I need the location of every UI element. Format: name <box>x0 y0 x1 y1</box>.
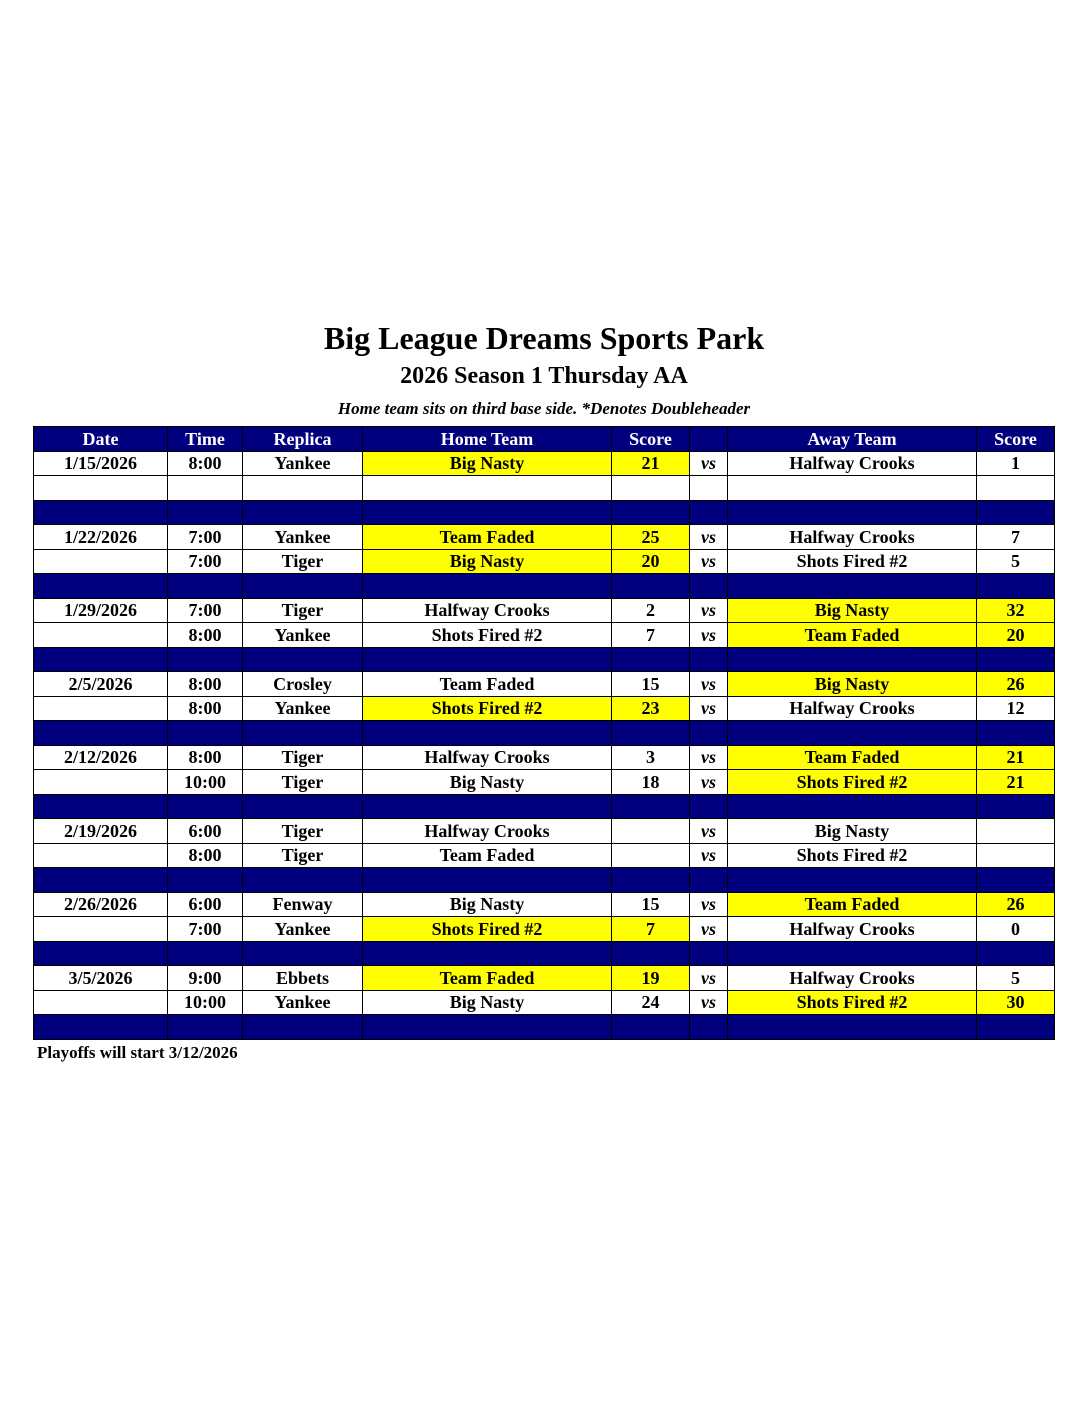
week-separator-row <box>34 941 1055 966</box>
away-team-cell: Shots Fired #2 <box>728 770 977 795</box>
home-team-cell: Team Faded <box>363 966 612 991</box>
game-row <box>34 770 1055 795</box>
away-score-cell: 7 <box>977 525 1055 550</box>
date-cell <box>34 794 168 819</box>
home-team-cell <box>363 941 612 966</box>
vs-cell <box>690 721 728 746</box>
week-separator-row <box>34 574 1055 599</box>
replica-field-cell <box>243 1015 363 1040</box>
away-score-cell: 5 <box>977 549 1055 574</box>
away-team-cell <box>728 500 977 525</box>
time-cell <box>168 721 243 746</box>
date-cell: 1/15/2026 <box>34 451 168 476</box>
home-score-cell <box>612 476 690 501</box>
vs-cell <box>690 1015 728 1040</box>
away-score-cell: 1 <box>977 451 1055 476</box>
game-row <box>34 672 1055 697</box>
vs-cell <box>690 794 728 819</box>
away-score-cell <box>977 794 1055 819</box>
replica-field-cell <box>243 941 363 966</box>
date-cell <box>34 696 168 721</box>
week-separator-row <box>34 721 1055 746</box>
date-cell <box>34 549 168 574</box>
away-score-cell <box>977 574 1055 599</box>
vs-cell: vs <box>690 917 728 942</box>
home-score-cell <box>612 819 690 844</box>
vs-cell <box>690 647 728 672</box>
replica-field-cell: Yankee <box>243 451 363 476</box>
replica-field-cell: Tiger <box>243 745 363 770</box>
game-row <box>34 549 1055 574</box>
replica-field-cell: Tiger <box>243 598 363 623</box>
away-team-cell: Halfway Crooks <box>728 917 977 942</box>
time-cell: 8:00 <box>168 745 243 770</box>
game-row <box>34 598 1055 623</box>
time-cell <box>168 647 243 672</box>
replica-field-cell <box>243 721 363 746</box>
table-header-row <box>34 427 1055 452</box>
home-score-cell: 15 <box>612 672 690 697</box>
home-team-cell <box>363 794 612 819</box>
away-score-cell: 26 <box>977 892 1055 917</box>
home-team-cell: Team Faded <box>363 672 612 697</box>
week-separator-row <box>34 868 1055 893</box>
game-row <box>34 745 1055 770</box>
date-cell: 1/29/2026 <box>34 598 168 623</box>
vs-cell: vs <box>690 819 728 844</box>
time-cell <box>168 1015 243 1040</box>
home-score-cell: 20 <box>612 549 690 574</box>
week-separator-row <box>34 647 1055 672</box>
time-cell <box>168 574 243 599</box>
game-row <box>34 525 1055 550</box>
home-team-cell: Halfway Crooks <box>363 598 612 623</box>
home-team-cell: Shots Fired #2 <box>363 696 612 721</box>
away-team-cell: Shots Fired #2 <box>728 843 977 868</box>
home-team-cell <box>363 476 612 501</box>
date-cell <box>34 941 168 966</box>
replica-field-cell: Tiger <box>243 770 363 795</box>
vs-cell <box>690 941 728 966</box>
away-score-cell <box>977 941 1055 966</box>
home-team-cell: Big Nasty <box>363 770 612 795</box>
week-separator-row <box>34 1015 1055 1040</box>
time-cell: 6:00 <box>168 892 243 917</box>
home-team-cell <box>363 647 612 672</box>
time-cell <box>168 500 243 525</box>
away-score-cell: 12 <box>977 696 1055 721</box>
replica-field-cell: Ebbets <box>243 966 363 991</box>
time-cell: 8:00 <box>168 672 243 697</box>
column-header-vs <box>690 427 728 452</box>
away-team-cell <box>728 1015 977 1040</box>
vs-cell <box>690 500 728 525</box>
date-cell <box>34 647 168 672</box>
away-team-cell: Halfway Crooks <box>728 966 977 991</box>
season-subtitle: 2026 Season 1 Thursday AA <box>400 363 688 389</box>
time-cell: 7:00 <box>168 549 243 574</box>
home-score-cell: 3 <box>612 745 690 770</box>
away-team-cell: Team Faded <box>728 623 977 648</box>
time-cell <box>168 794 243 819</box>
away-team-cell <box>728 868 977 893</box>
home-score-cell: 7 <box>612 917 690 942</box>
date-cell: 2/5/2026 <box>34 672 168 697</box>
column-header-time: Time <box>168 427 243 452</box>
away-team-cell: Team Faded <box>728 892 977 917</box>
home-team-cell: Halfway Crooks <box>363 745 612 770</box>
home-score-cell <box>612 1015 690 1040</box>
page-title: Big League Dreams Sports Park <box>323 320 765 356</box>
date-cell <box>34 721 168 746</box>
away-team-cell <box>728 721 977 746</box>
date-cell: 2/12/2026 <box>34 745 168 770</box>
time-cell <box>168 868 243 893</box>
column-header-away-score: Score <box>977 427 1055 452</box>
time-cell: 7:00 <box>168 917 243 942</box>
time-cell: 7:00 <box>168 525 243 550</box>
date-cell <box>34 1015 168 1040</box>
home-score-cell: 18 <box>612 770 690 795</box>
away-team-cell: Big Nasty <box>728 819 977 844</box>
vs-cell: vs <box>690 966 728 991</box>
date-cell <box>34 843 168 868</box>
game-row <box>34 819 1055 844</box>
schedule-body <box>34 451 1055 1039</box>
home-score-cell <box>612 843 690 868</box>
home-score-cell <box>612 500 690 525</box>
home-team-cell <box>363 500 612 525</box>
away-score-cell <box>977 1015 1055 1040</box>
home-score-cell <box>612 794 690 819</box>
date-cell <box>34 990 168 1015</box>
replica-field-cell: Yankee <box>243 917 363 942</box>
schedule-table <box>33 426 1055 1040</box>
away-team-cell <box>728 476 977 501</box>
replica-field-cell: Yankee <box>243 696 363 721</box>
away-team-cell: Shots Fired #2 <box>728 549 977 574</box>
time-cell: 8:00 <box>168 843 243 868</box>
home-score-cell <box>612 647 690 672</box>
home-score-cell: 7 <box>612 623 690 648</box>
vs-cell: vs <box>690 770 728 795</box>
replica-field-cell: Yankee <box>243 525 363 550</box>
away-score-cell <box>977 476 1055 501</box>
vs-cell: vs <box>690 672 728 697</box>
home-team-cell <box>363 1015 612 1040</box>
home-team-cell: Big Nasty <box>363 892 612 917</box>
away-score-cell: 30 <box>977 990 1055 1015</box>
date-cell <box>34 500 168 525</box>
date-cell <box>34 917 168 942</box>
away-team-cell <box>728 941 977 966</box>
home-score-cell <box>612 721 690 746</box>
replica-field-cell: Tiger <box>243 819 363 844</box>
vs-cell: vs <box>690 745 728 770</box>
date-cell: 3/5/2026 <box>34 966 168 991</box>
away-score-cell: 0 <box>977 917 1055 942</box>
replica-field-cell: Fenway <box>243 892 363 917</box>
vs-cell: vs <box>690 525 728 550</box>
home-team-cell: Shots Fired #2 <box>363 623 612 648</box>
away-team-cell <box>728 794 977 819</box>
playoffs-note: Playoffs will start 3/12/2026 <box>37 1043 238 1062</box>
date-cell <box>34 574 168 599</box>
home-team-cell: Big Nasty <box>363 549 612 574</box>
away-score-cell: 32 <box>977 598 1055 623</box>
home-team-cell: Shots Fired #2 <box>363 917 612 942</box>
away-score-cell <box>977 647 1055 672</box>
away-score-cell <box>977 819 1055 844</box>
home-team-cell: Big Nasty <box>363 990 612 1015</box>
vs-cell <box>690 868 728 893</box>
column-header-away-team: Away Team <box>728 427 977 452</box>
time-cell: 9:00 <box>168 966 243 991</box>
date-cell: 2/19/2026 <box>34 819 168 844</box>
away-team-cell <box>728 574 977 599</box>
home-score-cell <box>612 868 690 893</box>
vs-cell: vs <box>690 451 728 476</box>
vs-cell: vs <box>690 623 728 648</box>
away-score-cell <box>977 868 1055 893</box>
replica-field-cell <box>243 868 363 893</box>
away-score-cell <box>977 500 1055 525</box>
away-team-cell: Big Nasty <box>728 672 977 697</box>
vs-cell: vs <box>690 843 728 868</box>
away-score-cell <box>977 721 1055 746</box>
time-cell <box>168 941 243 966</box>
game-row <box>34 843 1055 868</box>
time-cell <box>168 476 243 501</box>
date-cell <box>34 868 168 893</box>
empty-row <box>34 476 1055 501</box>
home-team-cell <box>363 574 612 599</box>
time-cell: 6:00 <box>168 819 243 844</box>
vs-cell: vs <box>690 696 728 721</box>
column-header-replica: Replica <box>243 427 363 452</box>
replica-field-cell <box>243 647 363 672</box>
replica-field-cell: Tiger <box>243 843 363 868</box>
week-separator-row <box>34 794 1055 819</box>
away-score-cell: 5 <box>977 966 1055 991</box>
column-header-home-score: Score <box>612 427 690 452</box>
home-team-cell: Big Nasty <box>363 451 612 476</box>
away-score-cell: 20 <box>977 623 1055 648</box>
doubleheader-note: Home team sits on third base side. *Denotes Doubleheader <box>337 399 751 418</box>
replica-field-cell <box>243 794 363 819</box>
home-score-cell: 23 <box>612 696 690 721</box>
date-cell <box>34 770 168 795</box>
away-score-cell: 26 <box>977 672 1055 697</box>
replica-field-cell <box>243 574 363 599</box>
time-cell: 10:00 <box>168 990 243 1015</box>
date-cell: 1/22/2026 <box>34 525 168 550</box>
home-score-cell: 2 <box>612 598 690 623</box>
home-team-cell <box>363 721 612 746</box>
home-team-cell: Halfway Crooks <box>363 819 612 844</box>
column-header-home-team: Home Team <box>363 427 612 452</box>
date-cell: 2/26/2026 <box>34 892 168 917</box>
vs-cell: vs <box>690 598 728 623</box>
home-score-cell <box>612 941 690 966</box>
home-score-cell: 15 <box>612 892 690 917</box>
time-cell: 8:00 <box>168 623 243 648</box>
away-team-cell: Halfway Crooks <box>728 451 977 476</box>
vs-cell: vs <box>690 990 728 1015</box>
time-cell: 8:00 <box>168 451 243 476</box>
away-team-cell: Big Nasty <box>728 598 977 623</box>
home-team-cell <box>363 868 612 893</box>
replica-field-cell: Yankee <box>243 623 363 648</box>
vs-cell: vs <box>690 892 728 917</box>
date-cell <box>34 476 168 501</box>
game-row <box>34 696 1055 721</box>
home-score-cell: 21 <box>612 451 690 476</box>
away-team-cell <box>728 647 977 672</box>
vs-cell <box>690 476 728 501</box>
vs-cell: vs <box>690 549 728 574</box>
replica-field-cell: Crosley <box>243 672 363 697</box>
home-score-cell <box>612 574 690 599</box>
game-row <box>34 966 1055 991</box>
game-row <box>34 451 1055 476</box>
replica-field-cell: Yankee <box>243 990 363 1015</box>
game-row <box>34 892 1055 917</box>
time-cell: 10:00 <box>168 770 243 795</box>
away-score-cell: 21 <box>977 745 1055 770</box>
away-team-cell: Shots Fired #2 <box>728 990 977 1015</box>
home-team-cell: Team Faded <box>363 843 612 868</box>
replica-field-cell <box>243 500 363 525</box>
home-score-cell: 24 <box>612 990 690 1015</box>
game-row <box>34 917 1055 942</box>
date-cell <box>34 623 168 648</box>
time-cell: 7:00 <box>168 598 243 623</box>
time-cell: 8:00 <box>168 696 243 721</box>
away-team-cell: Team Faded <box>728 745 977 770</box>
replica-field-cell: Tiger <box>243 549 363 574</box>
away-team-cell: Halfway Crooks <box>728 696 977 721</box>
home-score-cell: 19 <box>612 966 690 991</box>
vs-cell <box>690 574 728 599</box>
column-header-date: Date <box>34 427 168 452</box>
away-score-cell <box>977 843 1055 868</box>
game-row <box>34 623 1055 648</box>
game-row <box>34 990 1055 1015</box>
home-score-cell: 25 <box>612 525 690 550</box>
replica-field-cell <box>243 476 363 501</box>
week-separator-row <box>34 500 1055 525</box>
home-team-cell: Team Faded <box>363 525 612 550</box>
away-score-cell: 21 <box>977 770 1055 795</box>
away-team-cell: Halfway Crooks <box>728 525 977 550</box>
